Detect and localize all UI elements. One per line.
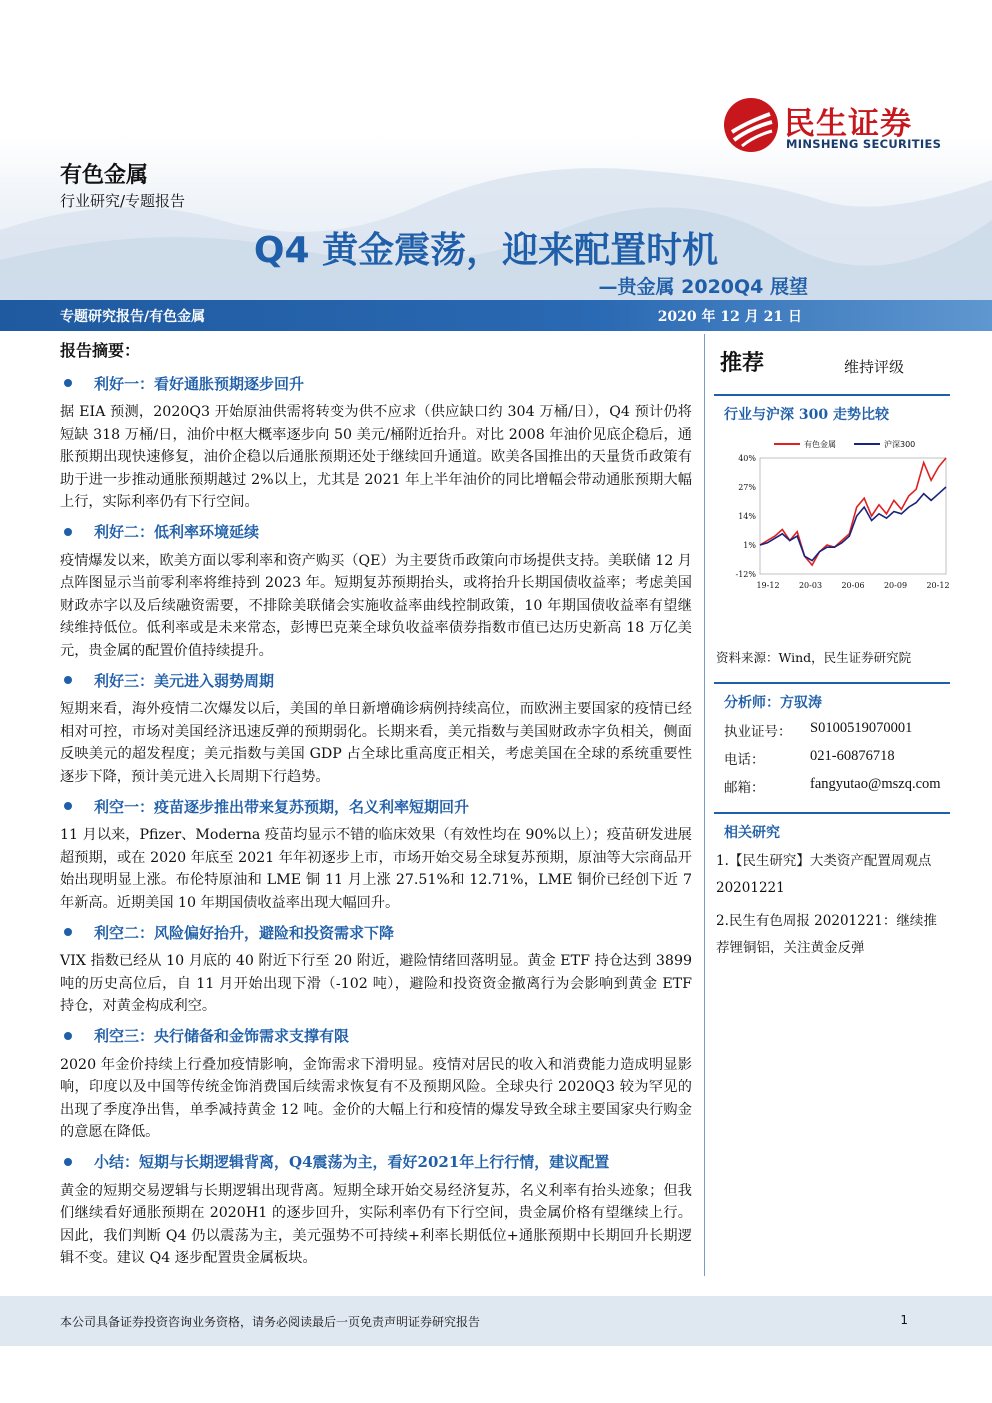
rating-row bbox=[714, 338, 950, 378]
analyst-key: 邮箱： bbox=[724, 780, 765, 796]
sidebar bbox=[714, 338, 950, 962]
analyst-value: fangyutao@mszq.com bbox=[810, 776, 941, 792]
series-line-0 bbox=[760, 458, 946, 565]
bullet-icon bbox=[64, 1032, 72, 1040]
y-tick-label: 14% bbox=[738, 512, 756, 521]
analyst-value: 021-60876718 bbox=[810, 748, 895, 764]
x-tick-label: 20-06 bbox=[841, 581, 865, 590]
series-line-1 bbox=[760, 487, 946, 561]
section-body: 据 EIA 预测，2020Q3 开始原油供需将转变为供不应求（供应缺口约 304 万桶/日），Q4 预计仍将短缺 318 万桶/日，油价中枢大概率逐步向 50 美元/桶附近抬升。对比 2008 年油价见底企稳后，通胀预期出现快速修复，油价企稳以后通胀预期还处于继续回升通道。欧美各国推出的天量货币政策有助于进一步推动通胀预期越过 2%以上，尤其是 2021 年上半年油价的同比增幅会带动通胀预期大幅上行，实际利率仍有下行空间。 bbox=[60, 404, 692, 510]
performance-chart bbox=[714, 432, 950, 642]
section-heading bbox=[60, 371, 692, 395]
section-heading bbox=[60, 1024, 692, 1048]
section-title: 利好二：低利率环境延续 bbox=[94, 523, 260, 541]
chart-source: 资料来源：Wind，民生证券研究院 bbox=[716, 650, 912, 665]
section-title: 利好一：看好通胀预期逐步回升 bbox=[94, 374, 305, 393]
column-divider bbox=[704, 334, 705, 1276]
legend-label: 沪深300 bbox=[884, 440, 916, 449]
x-tick-label: 19-12 bbox=[756, 581, 780, 590]
section-title: 利空三：央行储备和金饰需求支撑有限 bbox=[94, 1027, 350, 1045]
report-title: Q4 黄金震荡，迎来配置时机 bbox=[253, 230, 719, 271]
title-band bbox=[0, 300, 992, 331]
section-body: 11 月以来，Pfizer、Moderna 疫苗均显示不错的临床效果（有效性均在 90%以上）；疫苗研发进展超预期，或在 2020 年底至 2021 年年初逐步上市，市场开始交易全球复苏预期，原油等大宗商品开始出现明显上涨。布伦特原油和 LME 铜 11 月上涨 27.51%和 12.71%，LME 铜价已经创下近 7 年新高。近期美国 10 年期国债收益率出现大幅回升。 bbox=[60, 827, 692, 911]
brand-logo bbox=[722, 96, 972, 156]
analyst-info bbox=[714, 720, 950, 796]
y-tick-label: 27% bbox=[738, 483, 756, 492]
report-subtitle: —贵金属 2020Q4 展望 bbox=[598, 276, 808, 298]
sector-label: 有色金属 bbox=[60, 163, 149, 188]
y-tick-label: 40% bbox=[738, 454, 756, 463]
section-heading bbox=[60, 920, 692, 944]
related-heading: 相关研究 bbox=[714, 812, 950, 842]
section-body: 疫情爆发以来，欧美方面以零利率和资产购买（QE）为主要货币政策向市场提供支持。美联储 12 月点阵图显示当前零利率将维持到 2023 年。短期复苏预期抬头，或将抬升长期国债收益率；考虑美国财政赤字以及后续融资需要，不排除美联储会实施收益率曲线控制政策，10 年期国债收益率有望继续维持低位。低利率或是未来常态，彭博巴克莱全球负收益率债券指数市值已达历史新高 18 万亿美元，贵金属的配置价值持续提升。 bbox=[60, 552, 692, 659]
legend-label: 有色金属 bbox=[804, 440, 836, 449]
y-tick-label: -12% bbox=[735, 570, 756, 579]
section-body: VIX 指数已经从 10 月底的 40 附近下行至 20 附近，避险情绪回落明显。黄金 ETF 持仓达到 3899 吨的历史高位后，自 11 月开始出现下滑（-102 吨），避险和投资资金撤离行为会影响到黄金 ETF 持仓，对黄金构成利空。 bbox=[60, 953, 692, 1014]
y-tick-label: 1% bbox=[743, 541, 756, 550]
rating-note: 维持评级 bbox=[844, 358, 905, 376]
rating-label: 推荐 bbox=[720, 351, 765, 376]
section-title: 小结：短期与长期逻辑背离，Q4震荡为主，看好2021年上行行情，建议配置 bbox=[94, 1153, 610, 1171]
section-title: 利空一：疫苗逐步推出带来复苏预期，名义利率短期回升 bbox=[94, 797, 470, 816]
band-category: 专题研究报告/有色金属 bbox=[60, 309, 206, 325]
analyst-row bbox=[714, 748, 950, 768]
related-item[interactable]: 1.【民生研究】大类资产配置周观点 20201221 bbox=[716, 853, 932, 896]
x-tick-label: 20-09 bbox=[883, 581, 908, 590]
section-body: 黄金的短期交易逻辑与长期逻辑出现背离。短期全球开始交易经济复苏，名义利率有抬头迹象；但我们继续看好通胀预期在 2020H1 的逐步回升，实际利率仍有下行空间，贵金属价格有望继续上行。因此，我们判断 Q4 仍以震荡为主，美元强势不可持续+利率长期低位+通胀预期中长期回升长期逻辑不变。建议 Q4 逐步配置贵金属板块。 bbox=[60, 1182, 692, 1266]
related-list bbox=[714, 848, 950, 962]
footer-disclaimer: 本公司具备证券投资咨询业务资格，请务必阅读最后一页免责声明证券研究报告 bbox=[60, 1315, 481, 1329]
analyst-key: 电话： bbox=[724, 752, 765, 768]
summary-column bbox=[60, 338, 692, 1270]
bullet-icon bbox=[64, 928, 72, 936]
summary-title: 报告摘要： bbox=[60, 341, 141, 360]
page-footer bbox=[0, 1296, 992, 1346]
report-date: 2020 年 12 月 21 日 bbox=[657, 309, 802, 325]
brand-name-en: MINSHENG SECURITIES bbox=[786, 137, 942, 151]
section-heading bbox=[60, 668, 692, 692]
section-body: 2020 年金价持续上行叠加疫情影响，金饰需求下滑明显。疫情对居民的收入和消费能力造成明显影响，印度以及中国等传统金饰消费国后续需求恢复有不及预期风险。全球央行 2020Q3 较为罕见的出现了季度净出售，单季减持黄金 12 吨。金价的大幅上行和疫情的爆发导致全球主要国家央行购金的意愿在降低。 bbox=[60, 1056, 692, 1140]
bullet-icon bbox=[64, 802, 72, 810]
analyst-key: 执业证号： bbox=[724, 724, 792, 740]
chart-frame bbox=[760, 458, 946, 574]
related-item[interactable]: 2.民生有色周报 20201221：继续推荐锂铜铝，关注黄金反弹 bbox=[716, 913, 937, 956]
analyst-row bbox=[714, 720, 950, 740]
bullet-icon bbox=[64, 676, 72, 684]
bullet-icon bbox=[64, 528, 72, 536]
page-number: 1 bbox=[900, 1313, 908, 1327]
x-tick-label: 20-12 bbox=[926, 581, 950, 590]
x-tick-label: 20-03 bbox=[798, 581, 823, 590]
analyst-value: S0100519070001 bbox=[810, 720, 913, 736]
analyst-row bbox=[714, 776, 950, 796]
section-body: 短期来看，海外疫情二次爆发以后，美国的单日新增确诊病例持续高位，而欧洲主要国家的疫情已经相对可控，市场对美国经济迅速反弹的预期弱化。长期来看，美元指数与美国财政赤字负相关，侧面反映美元的超发程度；美元指数与美国 GDP 占全球比重高度正相关，考虑美国在全球的系统重要性逐步下降，预计美元进入长周期下行趋势。 bbox=[60, 701, 692, 785]
summary-sections bbox=[60, 371, 692, 1270]
chart-heading: 行业与沪深 300 走势比较 bbox=[714, 394, 950, 424]
section-heading bbox=[60, 520, 692, 544]
bullet-icon bbox=[64, 1158, 72, 1166]
report-type: 行业研究/专题报告 bbox=[60, 192, 186, 210]
bullet-icon bbox=[64, 379, 72, 387]
brand-name-cn: 民生证券 bbox=[784, 106, 912, 142]
logo-mark-icon bbox=[722, 96, 780, 154]
section-heading bbox=[60, 794, 692, 818]
section-heading bbox=[60, 1150, 692, 1174]
section-title: 利好三：美元进入弱势周期 bbox=[94, 671, 275, 690]
analyst-heading: 分析师：方驭涛 bbox=[714, 682, 950, 712]
section-title: 利空二：风险偏好抬升，避险和投资需求下降 bbox=[94, 923, 395, 942]
